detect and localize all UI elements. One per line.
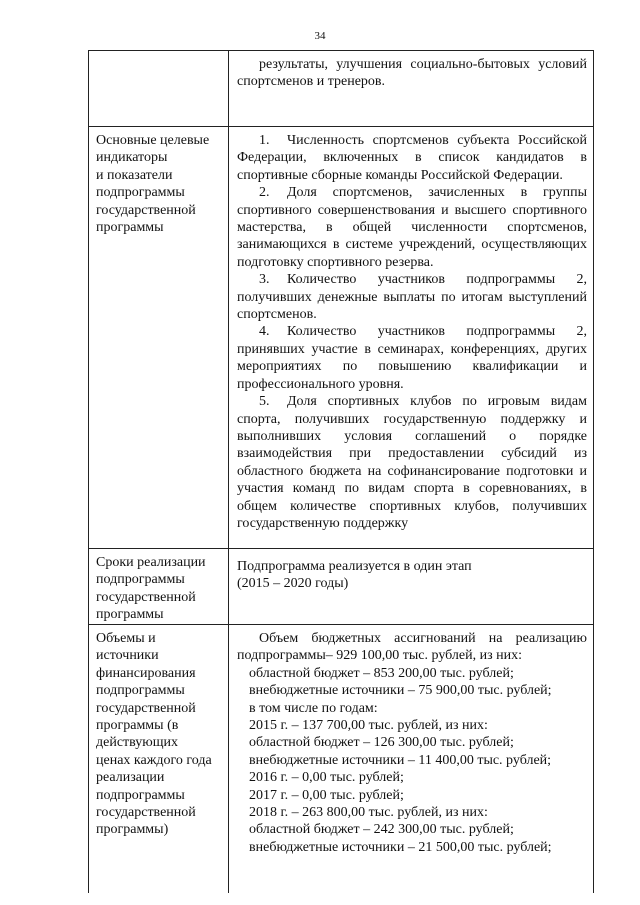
row-label-line: подпрограммы (96, 683, 185, 699)
budget-line: областной бюджет – 126 300,00 тыс. рублей; (249, 735, 514, 751)
indicator-number: 3. (259, 272, 270, 288)
row-label-line: программы (96, 220, 164, 236)
indicator-number: 2. (259, 185, 270, 201)
subprogram-passport-table (88, 50, 594, 893)
budget-line: 2016 г. – 0,00 тыс. рублей; (249, 770, 404, 786)
table-row (89, 549, 594, 625)
row-label-line: источники (96, 648, 159, 664)
row-label-line: подпрограммы (96, 787, 185, 803)
row-label-line: подпрограммы (96, 185, 185, 201)
row-label-line: ценах каждого года (96, 752, 212, 768)
budget-line: 2017 г. – 0,00 тыс. рублей; (249, 787, 404, 803)
indicator-text: Доля спортивных клубов по игровым видам спорта, получивших государственную поддержку и выполнивших условия соглашений о порядке взаимодействия при предоставлении субсидий из областного бюджета на софинансирование подготовки и участия команд по видам спорта в соревнованиях, в общем количестве спортивных клубов, получивших государственную поддержку (237, 394, 587, 531)
indicator-item (237, 132, 587, 184)
row-label-line: и показатели (96, 167, 173, 183)
budget-line: областной бюджет – 242 300,00 тыс. рублей; (249, 822, 514, 838)
row-label-cell (89, 51, 229, 127)
row-label-cell (89, 549, 229, 625)
expected-results-continuation: результаты, улучшения социально-бытовых условий спортсменов и тренеров. (237, 57, 587, 90)
indicator-item (237, 323, 587, 393)
indicator-item (237, 271, 587, 323)
row-label-line: программы (96, 607, 164, 623)
table-row (89, 51, 594, 127)
row-content-cell (229, 127, 594, 549)
row-label-cell (89, 625, 229, 894)
row-label-line: государственной (96, 589, 196, 605)
table-row (89, 127, 594, 549)
budget-line: областной бюджет – 853 200,00 тыс. рублей; (249, 665, 514, 681)
page-number: 34 (314, 30, 326, 42)
row-label-line: государственной (96, 700, 196, 716)
budget-line: в том числе по годам: (249, 700, 378, 716)
indicator-text: Количество участников подпрограммы 2, получивших денежные выплаты по итогам выступлений спортсменов. (237, 272, 587, 323)
budget-line: внебюджетные источники – 21 500,00 тыс. рублей; (249, 839, 552, 855)
row-label-line: Основные целевые (96, 133, 210, 148)
timeline-line: Подпрограмма реализуется в один этап (237, 559, 472, 574)
row-content-cell (229, 51, 594, 127)
indicator-item (237, 184, 587, 271)
row-label-line: финансирования (96, 665, 196, 681)
row-label-line: Объемы и (96, 631, 156, 646)
row-label-line: Сроки реализации (96, 555, 206, 570)
timeline-line: (2015 – 2020 годы) (237, 576, 349, 592)
row-label-line: программы) (96, 822, 169, 838)
indicator-text: Количество участников подпрограммы 2, принявших участие в семинарах, конференциях, других мероприятиях по повышению квалификации и профессионального уровня. (237, 324, 587, 392)
row-label-line: действующих (96, 735, 179, 751)
row-label-line: реализации (96, 770, 165, 786)
row-label-line: государственной (96, 805, 196, 821)
row-content-cell (229, 625, 594, 894)
budget-line: внебюджетные источники – 11 400,00 тыс. рублей; (249, 752, 552, 768)
row-content-cell (229, 549, 594, 625)
row-label-line: программы (в (96, 718, 179, 734)
indicator-number: 5. (259, 394, 270, 410)
indicator-number: 1. (259, 133, 270, 148)
budget-line: 2018 г. – 263 800,00 тыс. рублей, из них: (249, 805, 488, 821)
budget-line: внебюджетные источники – 75 900,00 тыс. рублей; (249, 683, 552, 699)
budget-total: Объем бюджетных ассигнований на реализацию подпрограммы– 929 100,00 тыс. рублей, из них: (237, 631, 587, 664)
indicator-text: Доля спортсменов, зачисленных в группы спортивного совершенствования и высшего спортивного мастерства, в общей численности спортсменов, занимающихся в системе учреждений, осуществляющих подготовку спортивного резерва. (237, 185, 587, 270)
indicator-number: 4. (259, 324, 270, 340)
budget-line: 2015 г. – 137 700,00 тыс. рублей, из них: (249, 718, 488, 734)
indicator-item (237, 393, 587, 532)
row-label-cell (89, 127, 229, 549)
row-label-line: индикаторы (96, 150, 168, 166)
indicator-text: Численность спортсменов субъекта Российской Федерации, включенных в список кандидатов в спортивные сборные команды Российской Федерации. (237, 133, 587, 183)
table-row (89, 625, 594, 894)
row-label-line: государственной (96, 202, 196, 218)
row-label-line: подпрограммы (96, 572, 185, 588)
